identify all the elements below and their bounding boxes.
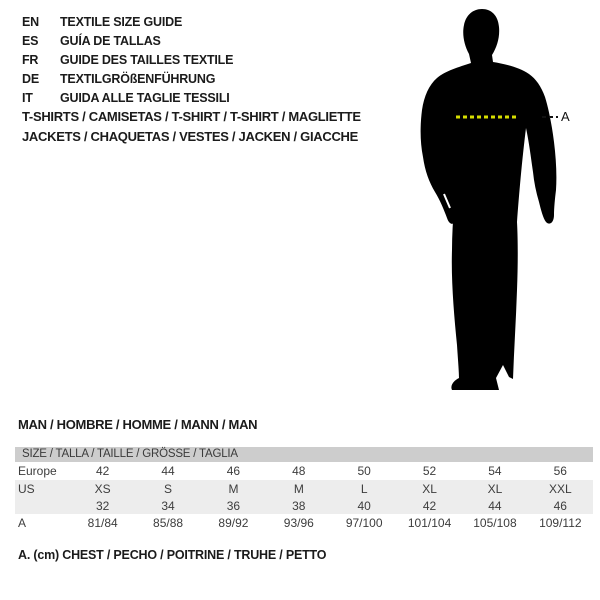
us-size-band: [15, 480, 593, 514]
size-cell: 97/100: [345, 516, 383, 530]
size-cell: 109/112: [539, 516, 582, 530]
language-row: [22, 13, 233, 32]
size-cell: 56: [553, 464, 567, 478]
language-label: GUIDA ALLE TAGLIE TESSILI: [60, 91, 230, 105]
row-label: A: [18, 516, 27, 530]
table-row-us-letters: [15, 480, 593, 497]
size-cell: 32: [96, 498, 110, 513]
size-cell: 42: [96, 464, 110, 478]
size-cell: 81/84: [87, 516, 118, 530]
size-cell: 93/96: [283, 516, 314, 530]
language-row: [22, 89, 233, 108]
size-cell: 89/92: [218, 516, 249, 530]
language-row: [22, 70, 233, 89]
language-label: GUIDE DES TAILLES TEXTILE: [60, 53, 234, 67]
language-row: [22, 32, 233, 51]
size-cell: XL: [487, 481, 503, 496]
measurement-footnote: A. (cm) CHEST / PECHO / POITRINE / TRUHE / PETTO: [18, 548, 327, 562]
size-cell: 54: [488, 464, 502, 478]
table-row-us-numeric: [15, 497, 593, 514]
row-label: US: [18, 481, 35, 496]
size-table: [15, 447, 593, 532]
size-cell: 44: [161, 464, 175, 478]
size-cell: 38: [292, 498, 306, 513]
size-cell: 34: [161, 498, 175, 513]
size-cell: 50: [357, 464, 371, 478]
size-cell: 46: [226, 464, 241, 478]
row-label: Europe: [18, 464, 57, 478]
language-code: DE: [22, 72, 39, 86]
table-row-chest: [15, 514, 593, 532]
measurement-a-label: A: [561, 109, 570, 124]
size-cell: M: [293, 481, 304, 496]
language-code: ES: [22, 34, 39, 48]
language-label: TEXTILGRÖßENFÜHRUNG: [60, 72, 216, 86]
size-cell: 52: [422, 464, 437, 478]
language-code: FR: [22, 53, 39, 67]
size-cell: XL: [422, 481, 437, 496]
size-cell: XXL: [548, 481, 572, 496]
size-cell: L: [360, 481, 368, 496]
size-cell: 42: [422, 498, 437, 513]
table-row-europe: [15, 462, 593, 480]
size-cell: 85/88: [153, 516, 184, 530]
language-label: TEXTILE SIZE GUIDE: [60, 15, 183, 29]
section-title: MAN / HOMBRE / HOMME / MANN / MAN: [18, 417, 258, 432]
size-cell: 101/104: [407, 516, 452, 530]
silhouette-shape: [421, 9, 557, 390]
size-cell: S: [164, 481, 173, 496]
man-silhouette: [405, 5, 580, 395]
size-cell: 44: [488, 498, 502, 513]
language-code: EN: [22, 15, 39, 29]
size-cell: 40: [357, 498, 371, 513]
language-code: IT: [22, 91, 33, 105]
product-line-tshirts: T-SHIRTS / CAMISETAS / T-SHIRT / T-SHIRT / MAGLIETTE: [22, 109, 361, 124]
size-table-header: SIZE / TALLA / TAILLE / GRÖSSE / TAGLIA: [15, 447, 593, 462]
language-row: [22, 51, 233, 70]
language-list: [22, 13, 233, 108]
product-line-jackets: JACKETS / CHAQUETAS / VESTES / JACKEN / GIACCHE: [22, 129, 358, 144]
size-cell: M: [228, 481, 239, 496]
size-cell: XS: [94, 481, 111, 496]
size-cell: 48: [292, 464, 306, 478]
size-cell: 105/108: [473, 516, 517, 530]
size-cell: 46: [553, 498, 567, 513]
language-label: GUÍA DE TALLAS: [60, 34, 161, 48]
size-cell: 36: [226, 498, 241, 513]
product-categories: [22, 107, 361, 147]
